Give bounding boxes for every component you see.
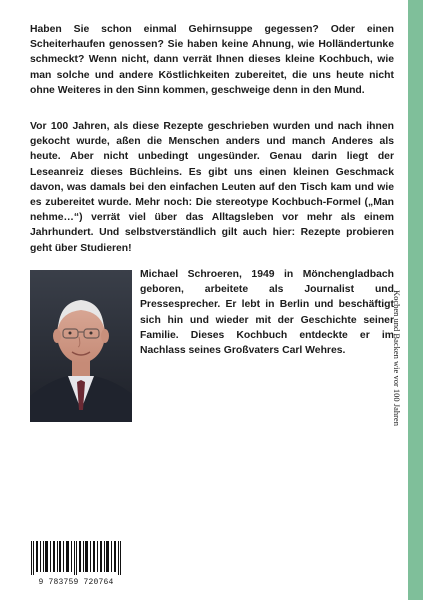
author-photo (30, 270, 132, 422)
blurb-paragraph-1: Haben Sie schon einmal Gehirnsuppe gegessen? Oder einen Scheiterhaufen genossen? Sie haben keine Ahnung, wie Holländertunke schmeckt? Wenn nicht, dann verrät Ihnen dieses kleine Kochbuch, wie man solche und andere Köstlichkeiten zubereitet, die uns heute nicht ohne Weiteres in den Sinn kommen, geschweige denn in den Mund. (30, 24, 394, 96)
author-bio: Michael Schroeren, 1949 in Mönchengladbach geboren, arbeitete als Journalist und Pressesprecher. Er lebt in Berlin und beschäftigt sich hin und wieder mit der Geschichte seiner Familie. Dieses Kochbuch entdeckte er im Nachlass seines Großvaters Carl Wehres. (140, 269, 394, 357)
blurb-paragraph-2: Vor 100 Jahren, als diese Rezepte geschrieben wurden und nach ihnen gekocht wurde, aßen die Menschen anders und manch Anderes als heute. Aber nicht unbedingt ungesünder. Genau darin liegt der Leseanreiz dieses Büchleins. Es gibt uns einen kleinen Geschmack davon, was damals bei den einfachen Leuten auf den Tisch kam und wie es zubereitet wurde. Mehr noch: Die stereotype Kochbuch-Formel („Man nehme…“) verrät viel über das Alltagsleben vor mehr als einem Jahrhundert. Und selbstverständlich gilt auch hier: Rezepte probieren geht über Studieren! (30, 121, 394, 254)
spine-strip (408, 0, 423, 600)
barcode (30, 541, 122, 575)
spine-title: Kochen und Backen wie vor 100 Jahren (392, 290, 402, 426)
isbn-number: 9 783759 720764 (38, 578, 114, 587)
